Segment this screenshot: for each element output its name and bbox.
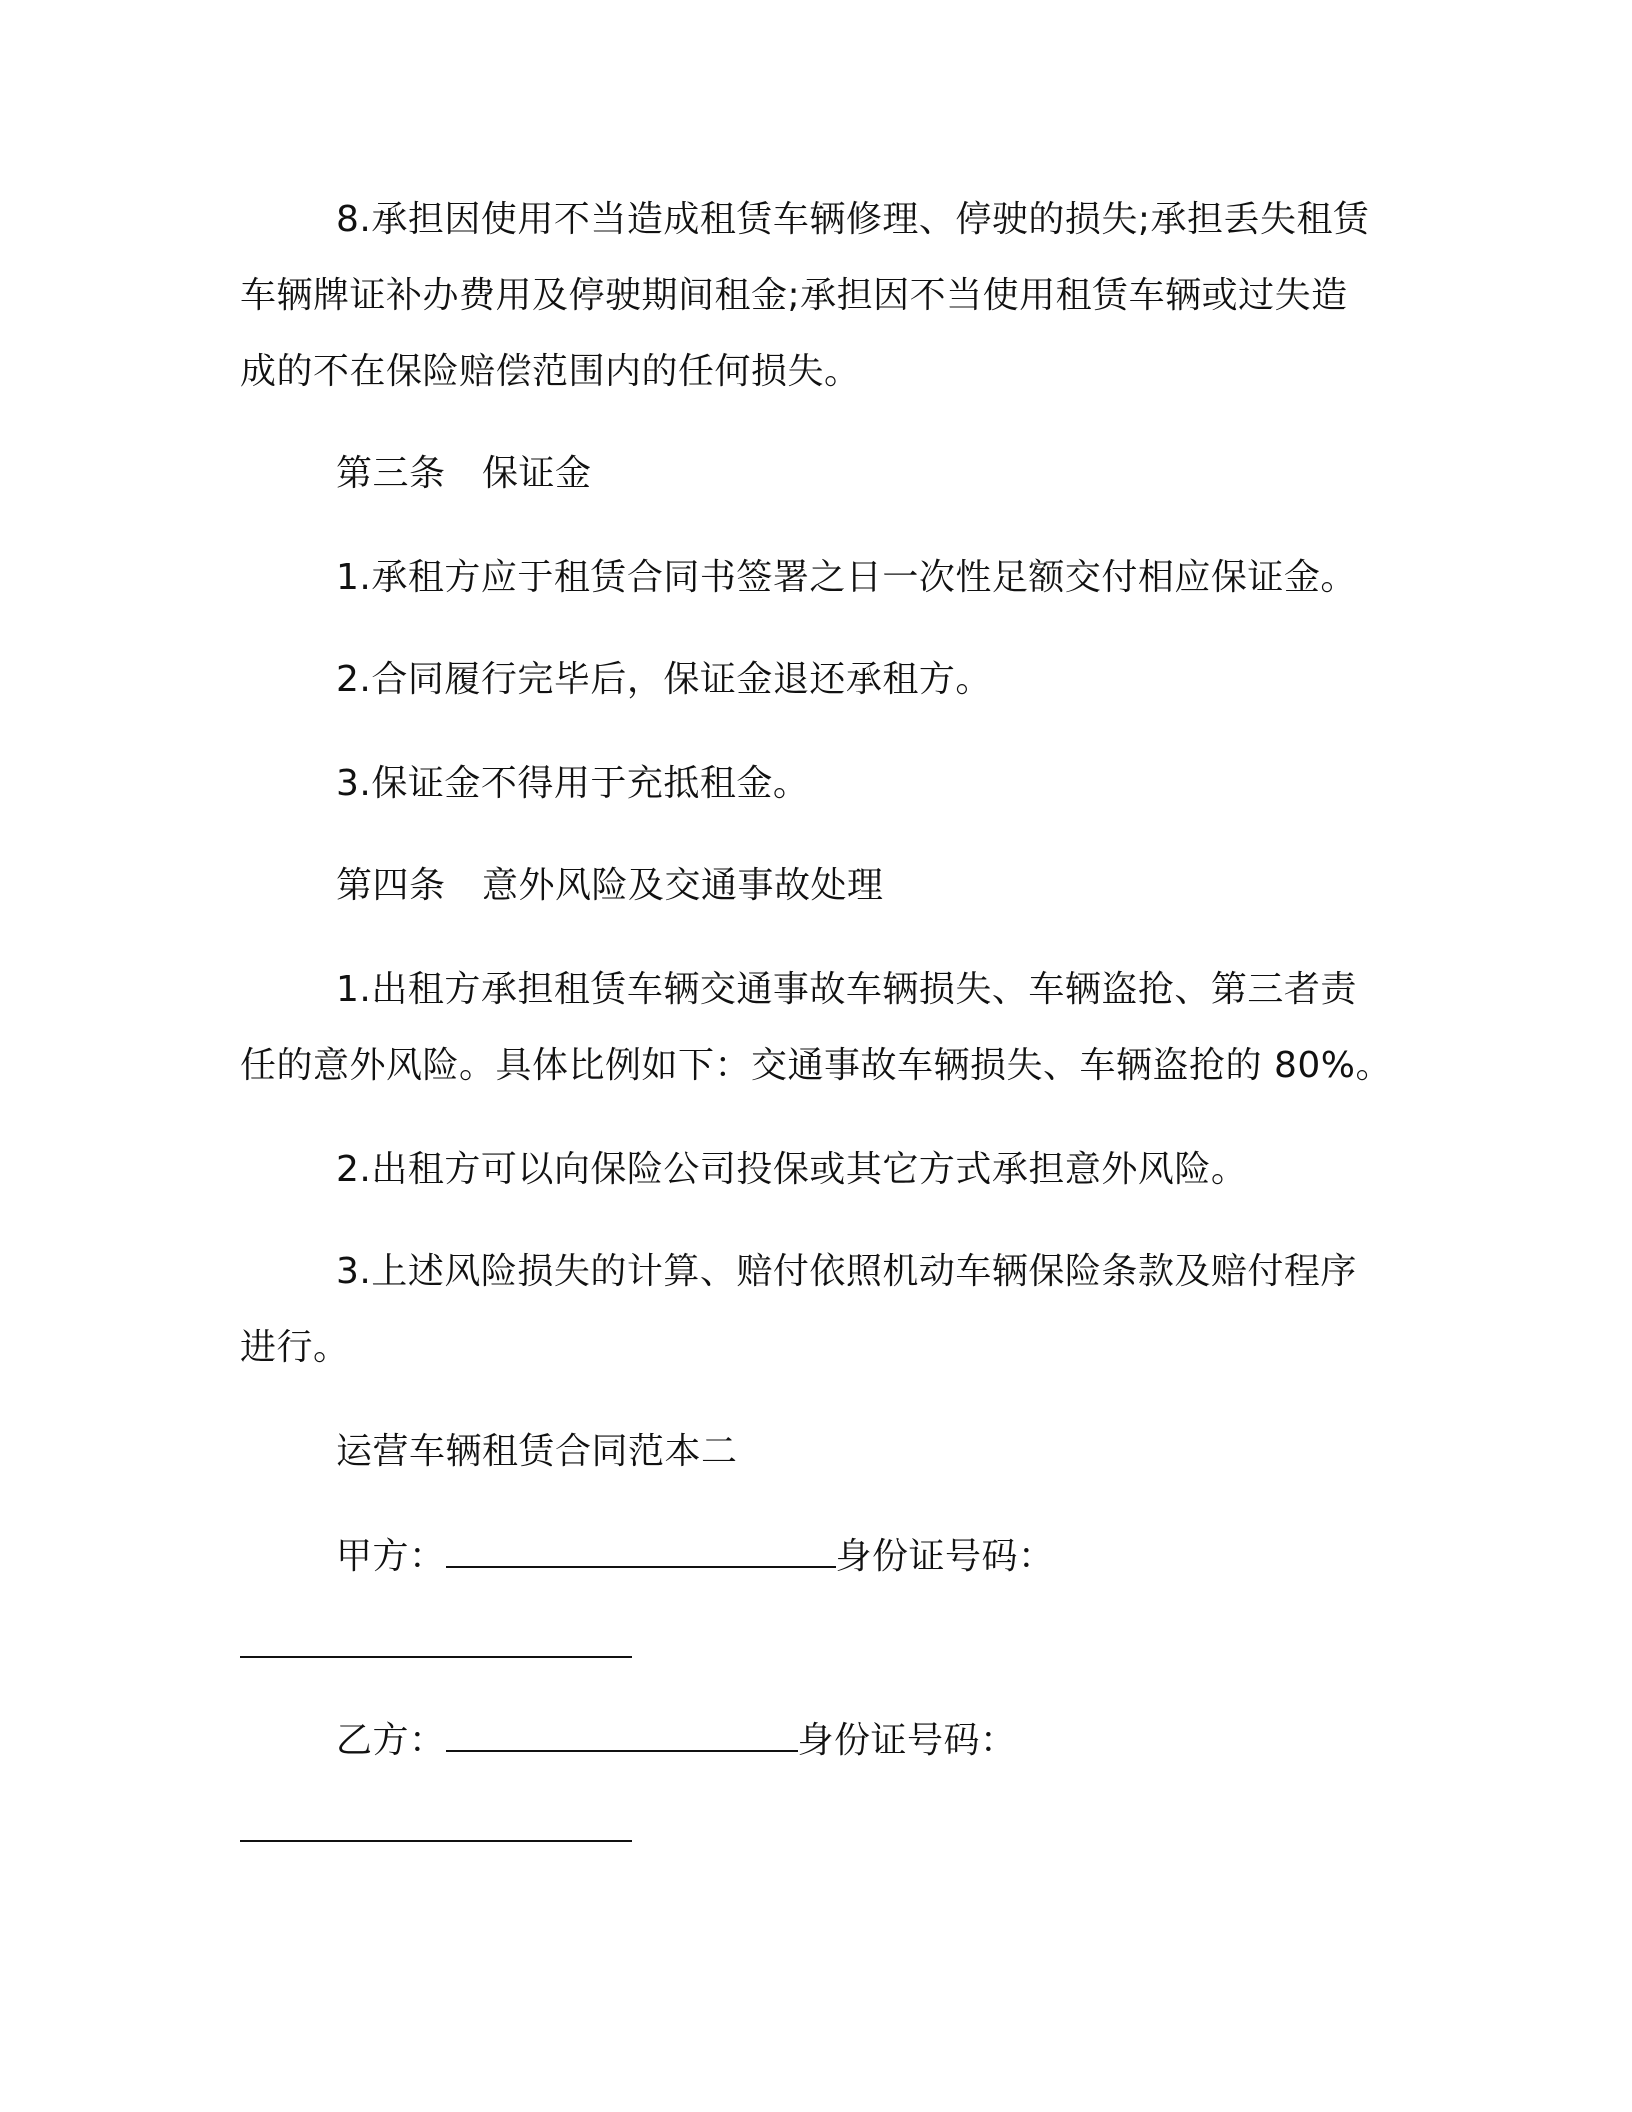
party-a-id-label: 身份证号码： [835, 1536, 1055, 1577]
party-b-label: 乙方： [336, 1720, 446, 1761]
article4-item1-line2: 任的意外风险。具体比例如下：交通事故车辆损失、车辆盗抢的 80%。 [240, 1045, 1392, 1086]
party-a-label: 甲方： [336, 1536, 446, 1577]
party-b-id-label: 身份证号码： [797, 1720, 1017, 1761]
item8-line1: 8.承担因使用不当造成租赁车辆修理、停驶的损失;承担丢失租赁 [336, 199, 1370, 240]
party-b-line [336, 1716, 1017, 1765]
party-a-line [336, 1532, 1055, 1581]
party-b-id-blank [240, 1840, 632, 1842]
party-b-name-blank [446, 1716, 798, 1752]
article3-item3: 3.保证金不得用于充抵租金。 [336, 763, 810, 804]
article3-item2: 2.合同履行完毕后，保证金退还承租方。 [336, 659, 992, 700]
article3-heading: 第三条 保证金 [336, 453, 592, 494]
article4-item2: 2.出租方可以向保险公司投保或其它方式承担意外风险。 [336, 1149, 1248, 1190]
item8-line2: 车辆牌证补办费用及停驶期间租金;承担因不当使用租赁车辆或过失造 [240, 275, 1348, 316]
article4-item3-line2: 进行。 [240, 1327, 350, 1368]
party-a-id-blank [240, 1656, 632, 1658]
article4-item3-line1: 3.上述风险损失的计算、赔付依照机动车辆保险条款及赔付程序 [336, 1251, 1357, 1292]
sample2-title: 运营车辆租赁合同范本二 [336, 1431, 738, 1472]
article4-heading: 第四条 意外风险及交通事故处理 [336, 865, 884, 906]
party-a-name-blank [446, 1532, 836, 1568]
article3-item1: 1.承租方应于租赁合同书签署之日一次性足额交付相应保证金。 [336, 557, 1357, 598]
item8-line3: 成的不在保险赔偿范围内的任何损失。 [240, 351, 861, 392]
article4-item1-line1: 1.出租方承担租赁车辆交通事故车辆损失、车辆盗抢、第三者责 [336, 969, 1357, 1010]
